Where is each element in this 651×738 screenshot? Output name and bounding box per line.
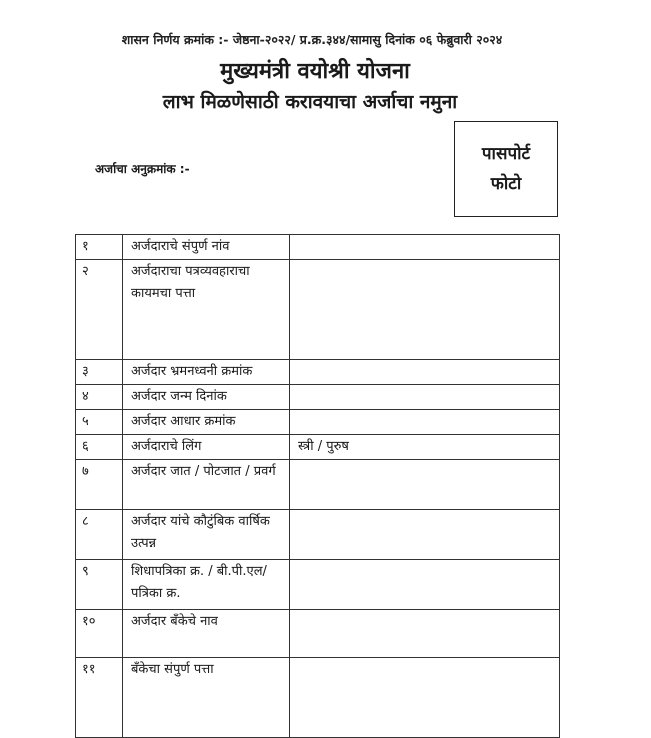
- scheme-title: मुख्यमंत्री वयोश्री योजना: [220, 59, 410, 84]
- aadhaar-number-field[interactable]: [290, 410, 560, 435]
- gr-reference-line: शासन निर्णय क्रमांक :- जेष्ठना-२०२२/ प्र.क्र.३४४/सामासु दिनांक ०६ फेब्रुवारी २०२४: [121, 32, 503, 47]
- row-number: ७: [76, 460, 123, 510]
- table-row: [76, 435, 560, 460]
- birth-date-field[interactable]: [290, 385, 560, 410]
- row-label: अर्जदाराचा पत्रव्यवहाराचा कायमचा पत्ता: [123, 260, 290, 360]
- row-label: अर्जदार भ्रमनध्वनी क्रमांक: [123, 360, 290, 385]
- table-row: [76, 360, 560, 385]
- row-number: ४: [76, 385, 123, 410]
- application-form-table: [75, 234, 560, 738]
- row-label: अर्जदार जात / पोटजात / प्रवर्ग: [123, 460, 290, 510]
- table-row: [76, 410, 560, 435]
- applicant-name-field[interactable]: [290, 235, 560, 260]
- table-row: [76, 385, 560, 410]
- row-number: ५: [76, 410, 123, 435]
- row-number: ३: [76, 360, 123, 385]
- row-label: अर्जदार आधार क्रमांक: [123, 410, 290, 435]
- address-field[interactable]: [290, 260, 560, 360]
- photo-box-line1: पासपोर्ट: [481, 144, 531, 164]
- bank-address-field[interactable]: [290, 658, 560, 738]
- annual-income-field[interactable]: [290, 510, 560, 560]
- row-label: बँकेचा संपुर्ण पत्ता: [123, 658, 290, 738]
- form-subtitle: लाभ मिळणेसाठी करावयाचा अर्जाचा नमुना: [162, 91, 458, 113]
- table-row: [76, 510, 560, 560]
- row-number: १: [76, 235, 123, 260]
- row-label: शिधापत्रिका क्र. / बी.पी.एल/ पत्रिका क्र.: [123, 560, 290, 610]
- bank-name-field[interactable]: [290, 610, 560, 658]
- row-label: अर्जदाराचे संपुर्ण नांव: [123, 235, 290, 260]
- table-row: [76, 560, 560, 610]
- row-label: अर्जदाराचे लिंग: [123, 435, 290, 460]
- passport-photo-box: [454, 121, 558, 217]
- table-row: [76, 260, 560, 360]
- row-number: ११: [76, 658, 123, 738]
- application-serial-label: अर्जाचा अनुक्रमांक :-: [95, 162, 190, 176]
- table-row: [76, 460, 560, 510]
- row-label: अर्जदार बँकेचे नाव: [123, 610, 290, 658]
- gender-field[interactable]: स्त्री / पुरुष: [290, 435, 560, 460]
- photo-box-line2: फोटो: [490, 174, 522, 194]
- table-row: [76, 235, 560, 260]
- row-number: ९: [76, 560, 123, 610]
- table-row: [76, 658, 560, 738]
- row-number: १०: [76, 610, 123, 658]
- row-number: ८: [76, 510, 123, 560]
- mobile-number-field[interactable]: [290, 360, 560, 385]
- row-number: २: [76, 260, 123, 360]
- ration-card-field[interactable]: [290, 560, 560, 610]
- row-label: अर्जदार जन्म दिनांक: [123, 385, 290, 410]
- row-label: अर्जदार यांचे कौटुंबिक वार्षिक उत्पन्न: [123, 510, 290, 560]
- row-number: ६: [76, 435, 123, 460]
- caste-category-field[interactable]: [290, 460, 560, 510]
- table-row: [76, 610, 560, 658]
